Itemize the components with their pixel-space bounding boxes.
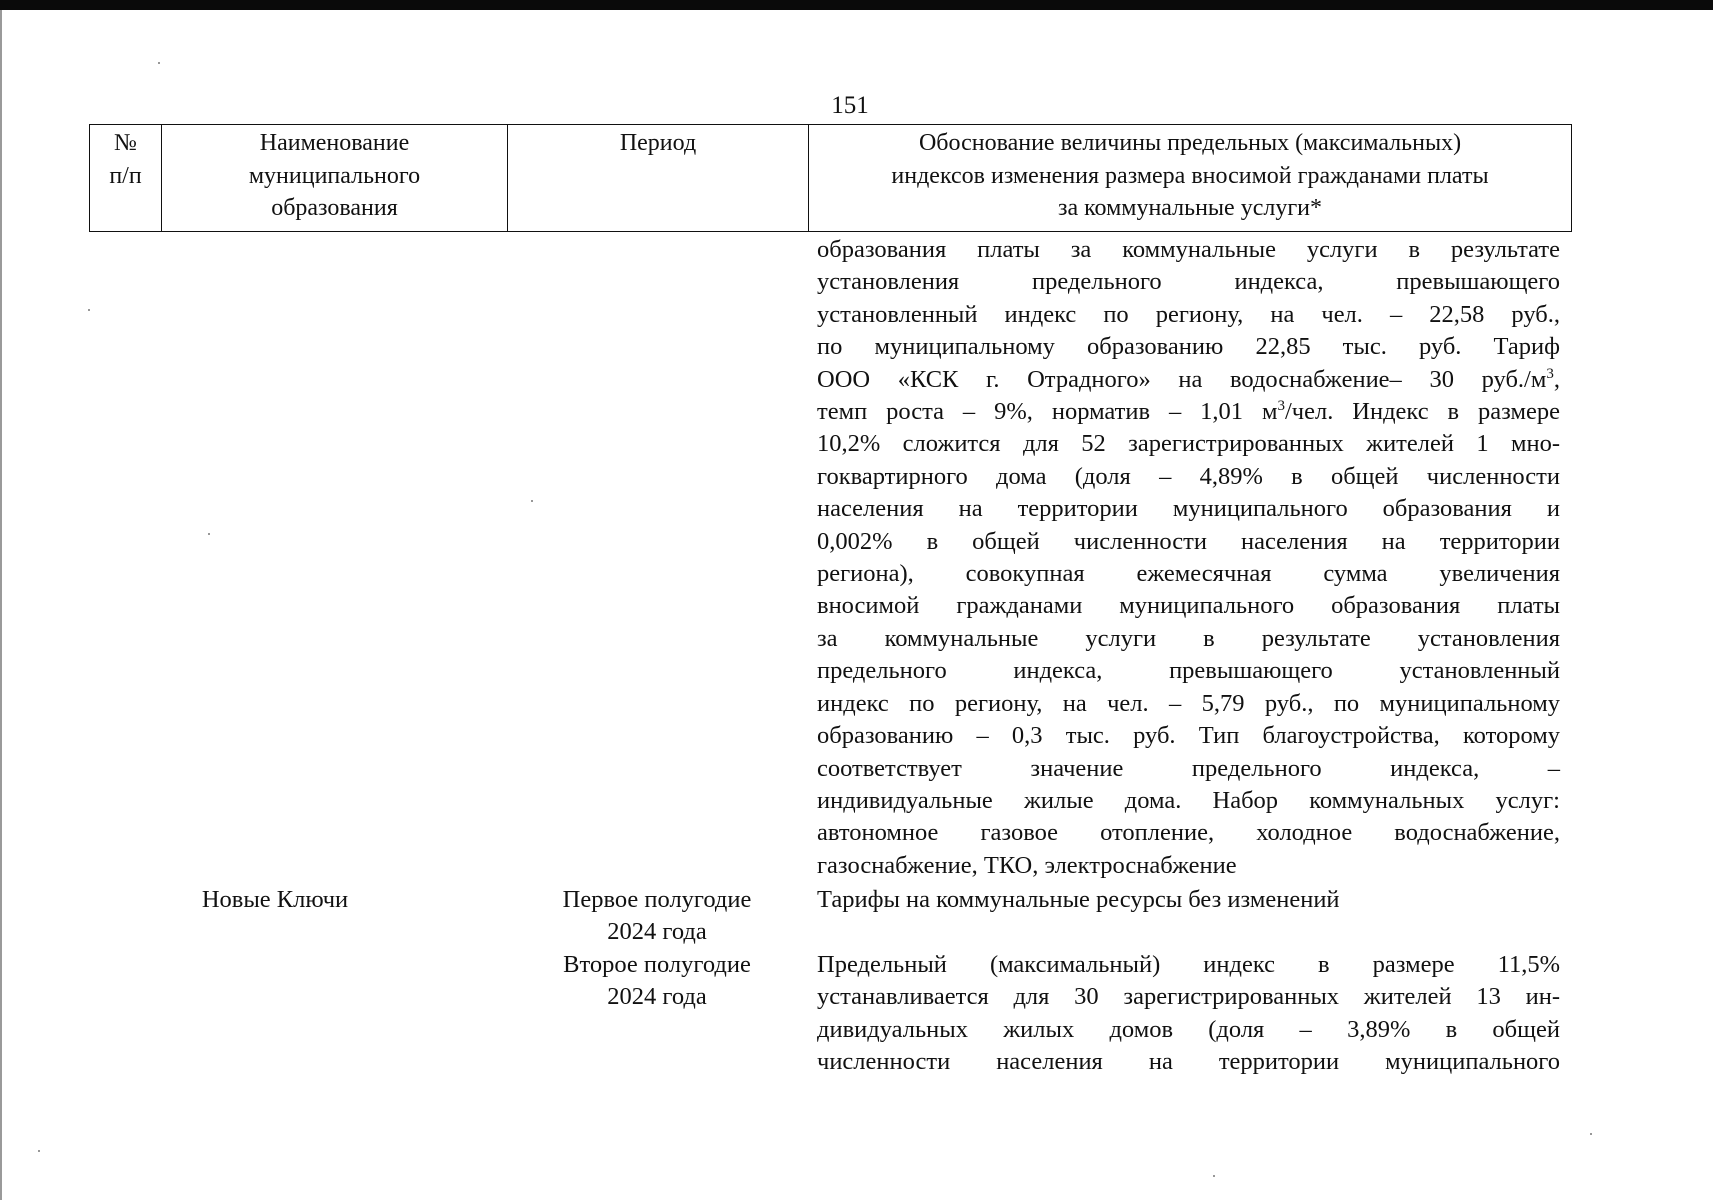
text-segment: , (1553, 365, 1560, 393)
period-line: Первое полугодие (562, 886, 752, 913)
text-segment: темп роста – 9%, норматив – 1,01 м (817, 398, 1278, 426)
text-line: населения на территории муниципального образования и (817, 495, 1560, 523)
text-line: за коммунальные услуги в результате установления (817, 624, 1560, 652)
text-line-with-superscript (817, 396, 1560, 428)
text-line: индекс по региону, на чел. – 5,79 руб., по муниципальному (817, 689, 1560, 717)
text-line: установленный индекс по региону, на чел. – 22,58 руб., (817, 300, 1560, 328)
text-line-with-superscript (817, 364, 1560, 396)
scan-top-border (0, 0, 1713, 10)
period-line: 2024 года (607, 983, 707, 1011)
scan-speck (531, 500, 533, 502)
text-line: 0,002% в общей численности населения на территории (817, 527, 1560, 555)
superscript: 3 (1277, 397, 1285, 414)
scan-speck (88, 309, 90, 311)
text-line: по муниципальному образованию 22,85 тыс. руб. Тариф (817, 333, 1560, 361)
text-line: образования платы за коммунальные услуги в результате (817, 236, 1560, 263)
header-basis-line: за коммунальные услуги* (1057, 195, 1323, 221)
basis-continuation-text (817, 234, 1560, 882)
header-number-line: № (114, 130, 137, 156)
scan-speck (38, 1150, 40, 1152)
header-basis-line: Обоснование величины предельных (максимальных) (918, 130, 1462, 156)
header-cell-period (507, 125, 808, 231)
header-cell-name (161, 125, 507, 231)
text-segment: /чел. Индекс в размере (1284, 398, 1560, 426)
superscript: 3 (1546, 365, 1554, 382)
text-segment: ООО «КСК г. Отрадного» на водоснабжение– 30 руб./м (817, 365, 1547, 393)
text-line: Предельный (максимальный) индекс в размере 11,5% (817, 951, 1560, 978)
text-line: предельного индекса, превышающего установленный (817, 657, 1560, 685)
text-line: вносимой гражданами муниципального образования платы (817, 592, 1560, 620)
text-line: установления предельного индекса, превышающего (817, 268, 1560, 296)
scan-left-edge (0, 10, 2, 1200)
header-period-line: Период (619, 130, 697, 156)
header-number-line: п/п (109, 162, 142, 189)
scan-speck (208, 533, 210, 535)
header-name-line: муниципального (248, 162, 421, 189)
text-line: 10,2% сложится для 52 зарегистрированных жителей 1 мно- (817, 430, 1560, 458)
header-name-line: Наименование (259, 130, 410, 156)
page-number: 151 (831, 92, 869, 119)
text-line: газоснабжение, ТКО, электроснабжение (817, 851, 1237, 879)
basis-second-half (817, 949, 1560, 1079)
basis-first-half: Тарифы на коммунальные ресурсы без изменений (817, 886, 1340, 913)
header-cell-basis (808, 125, 1571, 231)
scan-speck (1590, 1133, 1592, 1135)
header-basis-line: индексов изменения размера вносимой гражданами платы (891, 162, 1489, 189)
text-line: индивидуальные жилые дома. Набор коммунальных услуг: (817, 786, 1560, 814)
header-cell-number (90, 125, 161, 231)
text-line: автономное газовое отопление, холодное водоснабжение, (817, 819, 1560, 847)
text-line: региона), совокупная ежемесячная сумма увеличения (817, 560, 1560, 588)
table-header (89, 124, 1572, 232)
period-first-half (518, 884, 796, 949)
municipality-name: Новые Ключи (201, 886, 349, 913)
period-line: Второе полугодие (563, 951, 751, 978)
text-line: численности населения на территории муниципального (817, 1048, 1560, 1076)
period-line: 2024 года (607, 918, 707, 946)
scan-speck (158, 62, 160, 64)
text-line: соответствует значение предельного индекса, – (817, 754, 1560, 782)
header-name-line: образования (271, 195, 398, 221)
period-second-half (518, 949, 796, 1014)
scan-speck (1213, 1175, 1215, 1177)
text-line: гоквартирного дома (доля – 4,89% в общей численности (817, 462, 1560, 490)
text-line: образованию – 0,3 тыс. руб. Тип благоустройства, которому (817, 722, 1560, 750)
text-line: дивидуальных жилых домов (доля – 3,89% в общей (817, 1015, 1560, 1043)
text-line: устанавливается для 30 зарегистрированных жителей 13 ин- (817, 983, 1560, 1011)
